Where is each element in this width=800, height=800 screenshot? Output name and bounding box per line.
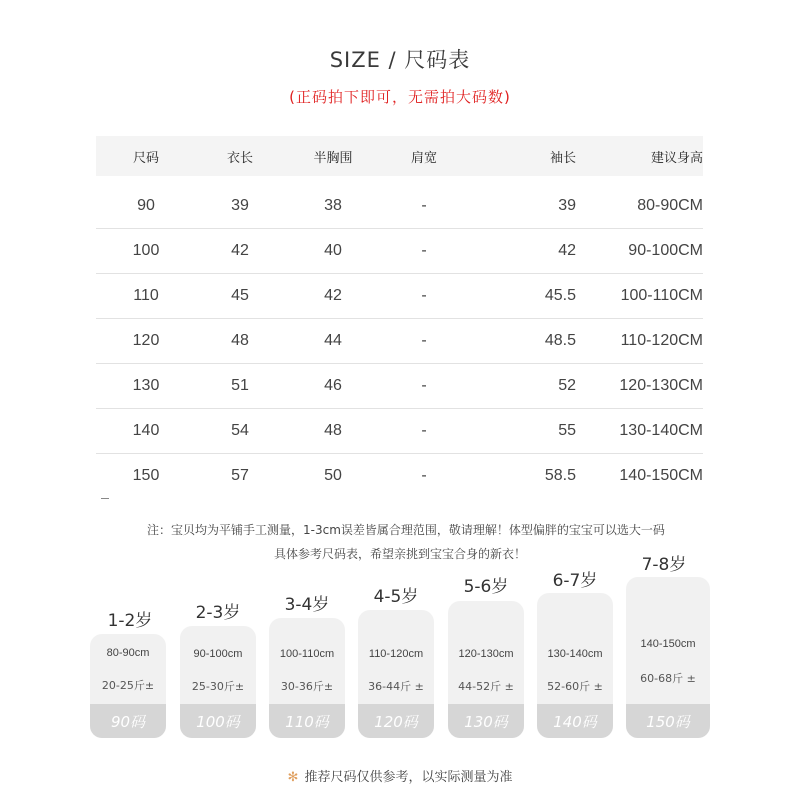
card-size: 90码 <box>90 704 166 738</box>
divider <box>101 498 109 499</box>
column-header-size: 尺码 <box>132 150 159 166</box>
page-subtitle: (正码拍下即可，无需拍大码数) <box>289 88 511 106</box>
table-cell: 44 <box>324 332 342 349</box>
table-cell: 57 <box>231 467 249 484</box>
table-cell: 40 <box>324 242 342 259</box>
table-cell: 120 <box>132 332 160 349</box>
size-card <box>180 626 256 738</box>
card-weight: 52-60斤 ± <box>547 680 603 693</box>
table-row <box>96 274 703 319</box>
size-table <box>96 136 703 498</box>
card-weight: 25-30斤± <box>191 680 245 693</box>
star-icon: ✻ <box>287 770 299 785</box>
table-cell: 54 <box>231 422 249 439</box>
card-height: 120-130cm <box>458 648 514 660</box>
age-label: 4-5岁 <box>373 587 419 607</box>
table-cell: 55 <box>558 422 576 439</box>
card-weight: 20-25斤± <box>101 679 155 692</box>
table-cell: 45 <box>231 287 249 304</box>
table-row <box>96 319 703 364</box>
age-label: 5-6岁 <box>463 577 509 597</box>
measurement-note: 注：宝贝均为平铺手工测量，1-3cm误差皆属合理范围，敬请理解！体型偏胖的宝宝可以选大一码 <box>147 523 665 537</box>
card-weight: 60-68斤 ± <box>640 672 696 685</box>
table-cell: 39 <box>558 197 576 214</box>
size-card <box>537 593 613 738</box>
footnote-text: 推荐尺码仅供参考，以实际测量为准 <box>304 770 513 785</box>
size-card <box>90 634 166 738</box>
card-weight: 30-36斤± <box>280 680 334 693</box>
table-cell: 150 <box>132 467 160 484</box>
card-size: 150码 <box>626 704 710 738</box>
age-label: 1-2岁 <box>107 611 153 631</box>
table-cell: 90 <box>137 197 155 214</box>
card-size: 140码 <box>537 704 613 738</box>
column-header-half-chest: 半胸围 <box>313 150 353 166</box>
card-size: 120码 <box>358 704 434 738</box>
card-weight: 36-44斤 ± <box>368 680 424 693</box>
column-header-sleeve: 袖长 <box>549 150 576 166</box>
table-cell: 50 <box>324 467 342 484</box>
page-title: SIZE / 尺码表 <box>329 48 471 72</box>
table-cell: 45.5 <box>544 287 576 304</box>
column-header-height: 建议身高 <box>650 150 703 166</box>
table-cell: 58.5 <box>544 467 576 484</box>
size-card <box>448 601 524 738</box>
table-cell: 140 <box>132 422 160 439</box>
table-cell: - <box>421 242 427 259</box>
table-cell: 51 <box>231 377 249 394</box>
card-height: 90-100cm <box>193 648 243 660</box>
table-cell: - <box>421 197 427 214</box>
table-cell: 140-150CM <box>619 467 703 484</box>
table-cell: 42 <box>558 242 576 259</box>
table-cell: - <box>421 377 427 394</box>
table-row <box>96 454 703 498</box>
table-cell: 130 <box>132 377 160 394</box>
card-height: 140-150cm <box>640 638 696 650</box>
table-row <box>96 409 703 454</box>
table-row <box>96 184 703 229</box>
table-cell: 52 <box>558 377 576 394</box>
card-size: 100码 <box>180 704 256 738</box>
card-height: 130-140cm <box>547 648 603 660</box>
table-cell: 42 <box>231 242 249 259</box>
table-cell: 120-130CM <box>619 377 703 394</box>
table-cell: 48 <box>324 422 342 439</box>
table-cell: - <box>421 332 427 349</box>
column-header-shoulder: 肩宽 <box>410 150 437 166</box>
table-cell: 130-140CM <box>619 422 703 439</box>
table-cell: 110-120CM <box>620 332 703 349</box>
table-cell: 38 <box>324 197 342 214</box>
age-label: 3-4岁 <box>284 595 330 615</box>
card-height: 110-120cm <box>368 648 424 660</box>
card-size: 130码 <box>448 704 524 738</box>
size-card <box>626 577 710 738</box>
card-size: 110码 <box>269 704 345 738</box>
table-cell: 42 <box>324 287 342 304</box>
table-cell: 100-110CM <box>620 287 703 304</box>
card-height: 100-110cm <box>279 648 335 660</box>
footnote <box>0 766 800 785</box>
table-cell: - <box>421 422 427 439</box>
card-height: 80-90cm <box>106 647 150 659</box>
table-row <box>96 364 703 409</box>
table-cell: 80-90CM <box>637 197 703 214</box>
age-label: 6-7岁 <box>552 571 598 591</box>
table-cell: - <box>421 287 427 304</box>
table-header <box>96 136 703 176</box>
table-cell: 90-100CM <box>628 242 703 259</box>
age-label: 7-8岁 <box>641 555 687 575</box>
table-cell: 46 <box>324 377 342 394</box>
table-cell: 39 <box>231 197 249 214</box>
table-cell: 48.5 <box>544 332 576 349</box>
table-cell: 48 <box>231 332 249 349</box>
column-header-length: 衣长 <box>226 150 253 166</box>
reference-note: 具体参考尺码表，希望亲挑到宝宝合身的新衣！ <box>273 547 526 561</box>
age-label: 2-3岁 <box>195 603 241 623</box>
table-cell: 110 <box>133 287 159 304</box>
size-card <box>269 618 345 738</box>
table-cell: 100 <box>132 242 160 259</box>
table-cell: - <box>421 467 427 484</box>
table-row <box>96 229 703 274</box>
size-card <box>358 610 434 738</box>
card-weight: 44-52斤 ± <box>458 680 514 693</box>
table-body <box>96 184 703 498</box>
